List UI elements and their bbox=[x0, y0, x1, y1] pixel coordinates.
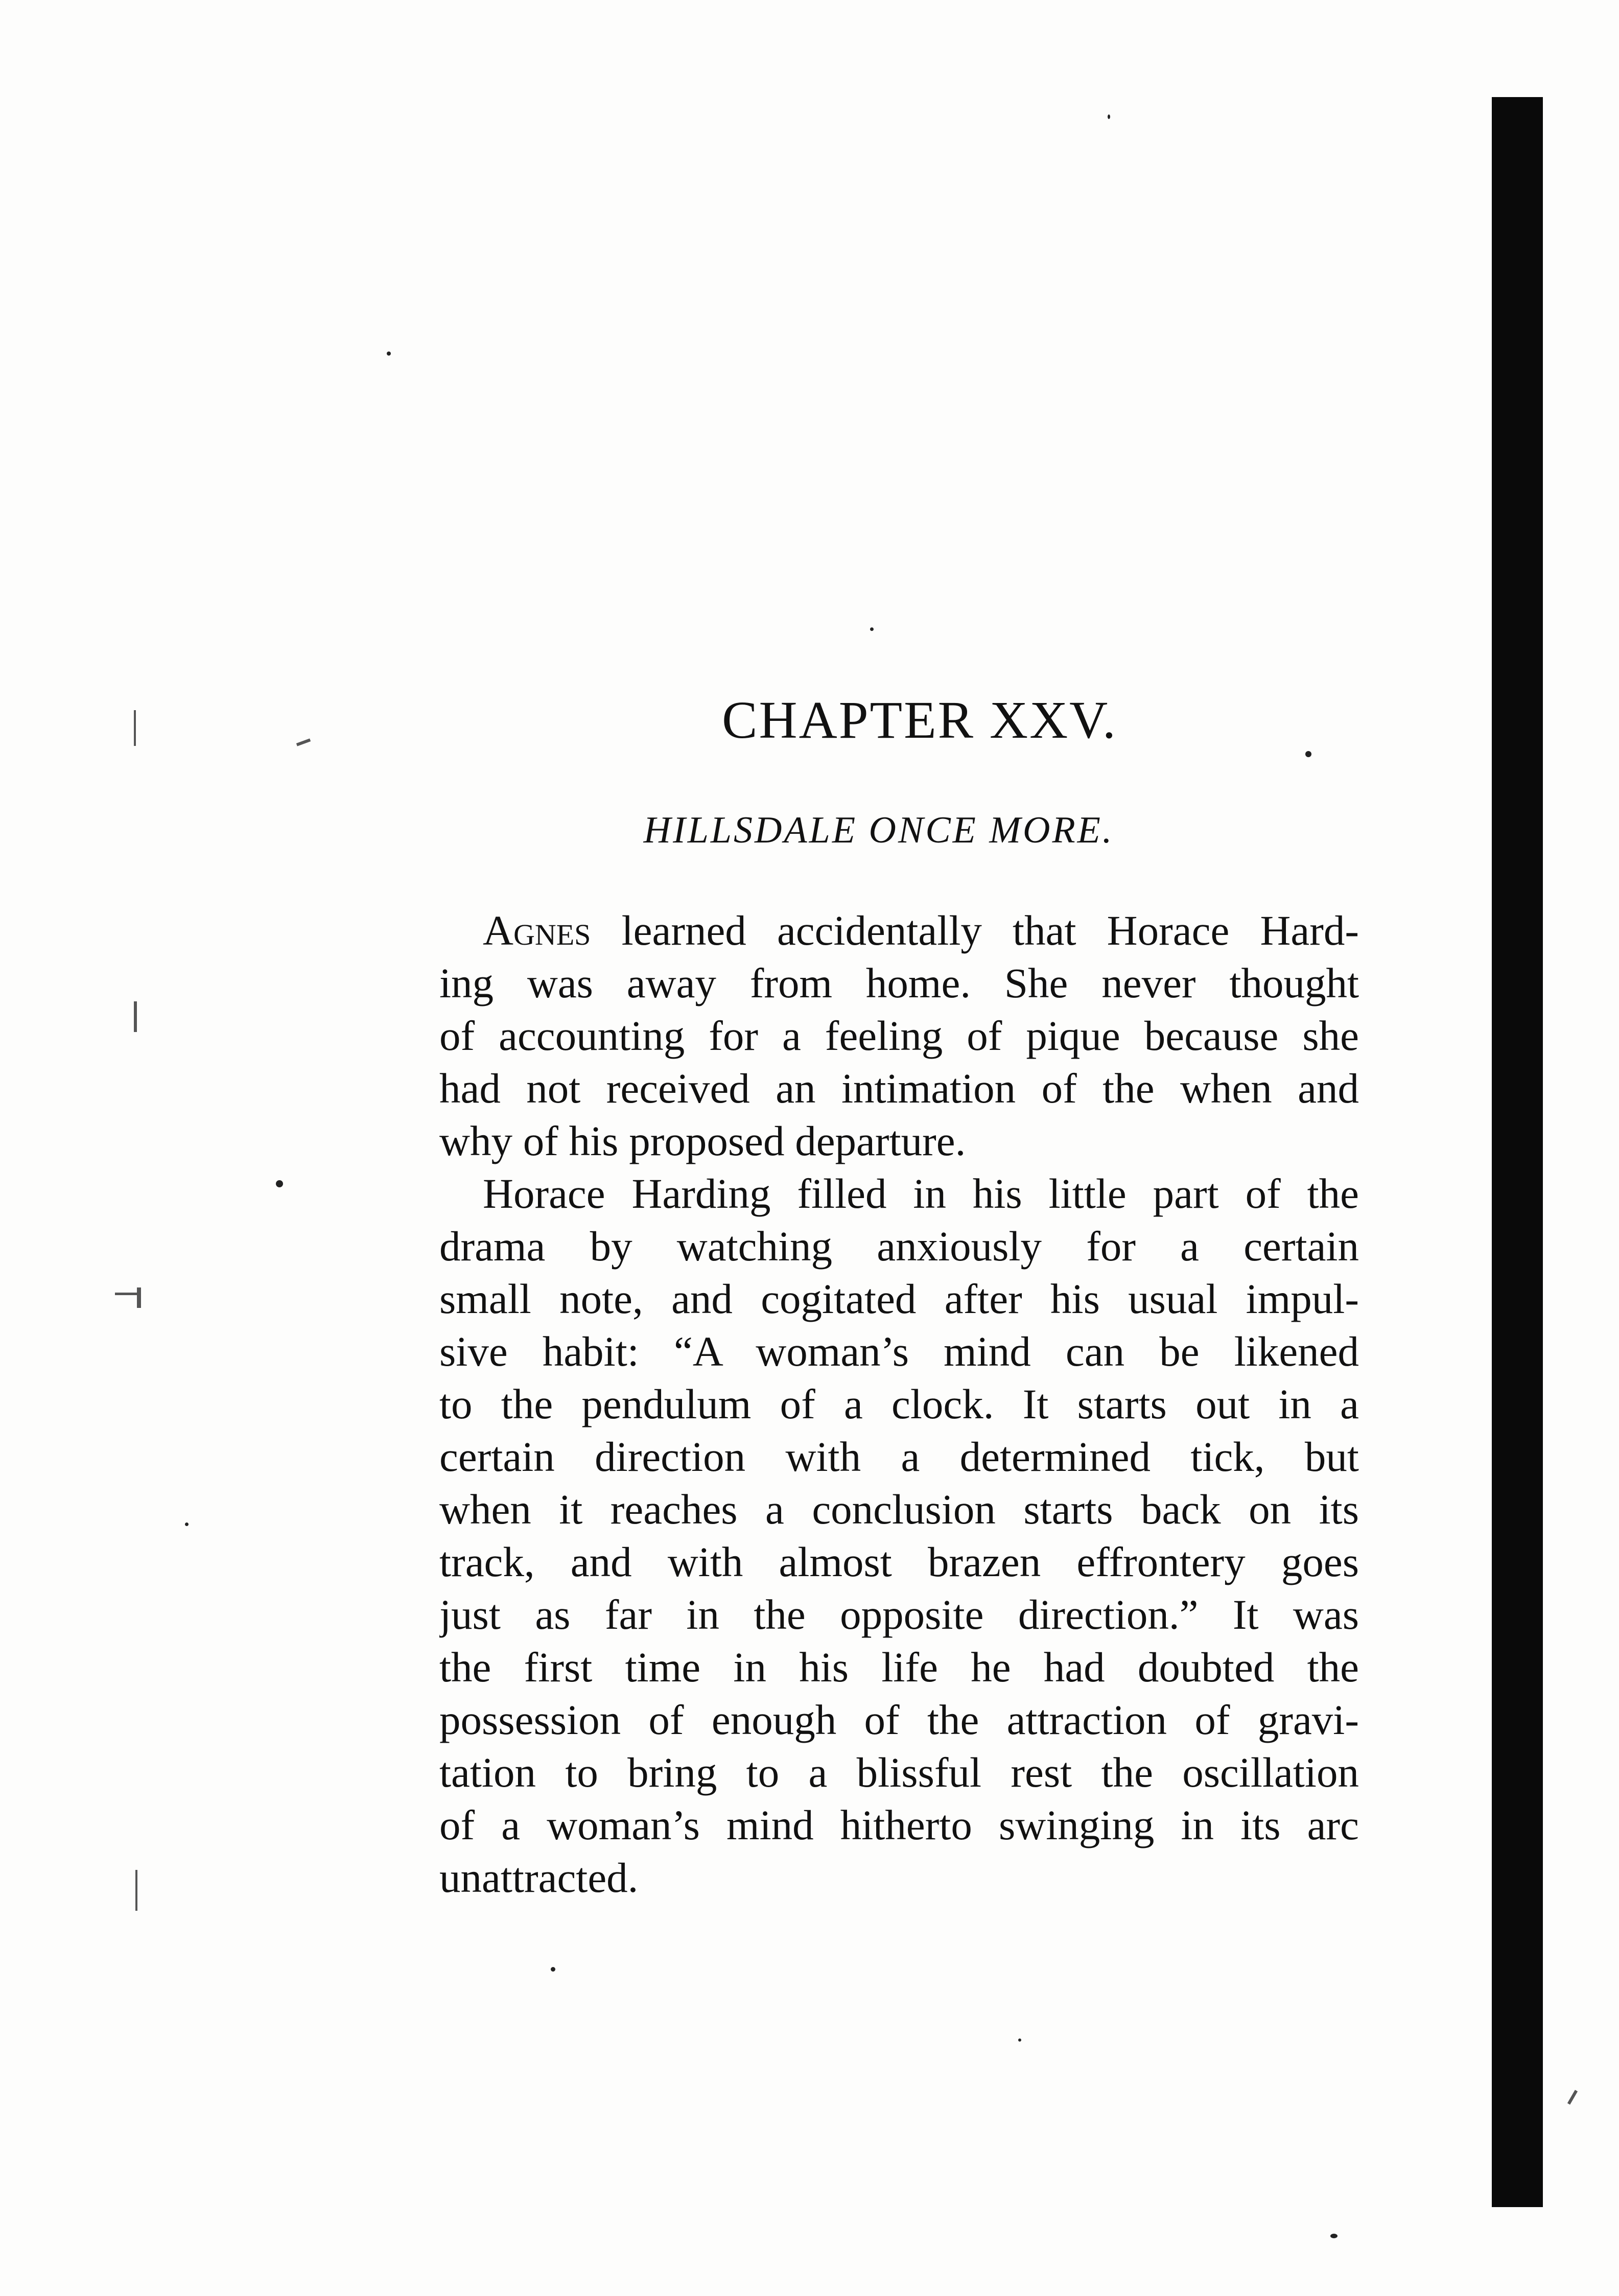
scan-speck bbox=[870, 627, 874, 631]
scan-speck bbox=[276, 1180, 283, 1187]
paragraph-line: ing was away from home. She never thought bbox=[439, 959, 1359, 1006]
paragraph-line: the first time in his life he had doubted the bbox=[439, 1644, 1359, 1691]
paragraph-line: when it reaches a conclusion starts back on its bbox=[439, 1486, 1359, 1533]
paragraph-line: to the pendulum of a clock. It starts out in a bbox=[439, 1380, 1359, 1427]
margin-mark bbox=[296, 738, 311, 746]
scan-edge-bar bbox=[1492, 97, 1543, 2207]
paragraph-line: just as far in the opposite direction.” It was bbox=[439, 1591, 1359, 1638]
paragraph-line: of accounting for a feeling of pique because she bbox=[439, 1012, 1359, 1059]
line-text: learned accidentally that Horace Hard- bbox=[621, 907, 1359, 954]
margin-mark bbox=[135, 1870, 137, 1911]
paragraph-line: unattracted. bbox=[439, 1854, 639, 1901]
scan-speck bbox=[1330, 2234, 1338, 2238]
paragraph-line: drama by watching anxiously for a certain bbox=[439, 1223, 1359, 1270]
chapter-heading: CHAPTER XXV. bbox=[722, 691, 1117, 749]
paragraph-line: sive habit: “A woman’s mind can be likened bbox=[439, 1328, 1359, 1375]
scan-speck bbox=[1305, 751, 1311, 757]
paragraph-line: track, and with almost brazen effrontery goes bbox=[439, 1538, 1359, 1585]
paragraph-line: why of his proposed departure. bbox=[439, 1117, 966, 1164]
paragraph-line bbox=[439, 904, 1359, 957]
scan-speck bbox=[551, 1967, 555, 1972]
paragraph-line: small note, and cogitated after his usual impul- bbox=[439, 1275, 1359, 1322]
chapter-body bbox=[439, 904, 1359, 1904]
margin-mark bbox=[137, 1287, 141, 1308]
margin-mark bbox=[134, 710, 136, 746]
paragraph-line: Horace Harding filled in his little part of the bbox=[483, 1170, 1359, 1217]
scan-speck bbox=[1018, 2039, 1021, 2042]
margin-mark bbox=[134, 1001, 137, 1032]
scan-speck bbox=[1108, 114, 1110, 119]
chapter-subtitle: HILLSDALE ONCE MORE. bbox=[643, 809, 1114, 851]
paragraph-line: tation to bring to a blissful rest the oscillation bbox=[439, 1749, 1359, 1796]
margin-mark bbox=[1567, 2090, 1578, 2105]
dropcap-word: Agnes bbox=[483, 907, 591, 954]
scan-speck bbox=[185, 1522, 189, 1526]
margin-mark bbox=[115, 1293, 138, 1295]
paragraph-line: possession of enough of the attraction of gravi- bbox=[439, 1696, 1359, 1743]
paragraph-line: had not received an intimation of the when and bbox=[439, 1065, 1359, 1112]
scan-speck bbox=[387, 352, 391, 356]
paragraph-line: of a woman’s mind hitherto swinging in its arc bbox=[439, 1801, 1359, 1848]
paragraph-line: certain direction with a determined tick, but bbox=[439, 1433, 1359, 1480]
